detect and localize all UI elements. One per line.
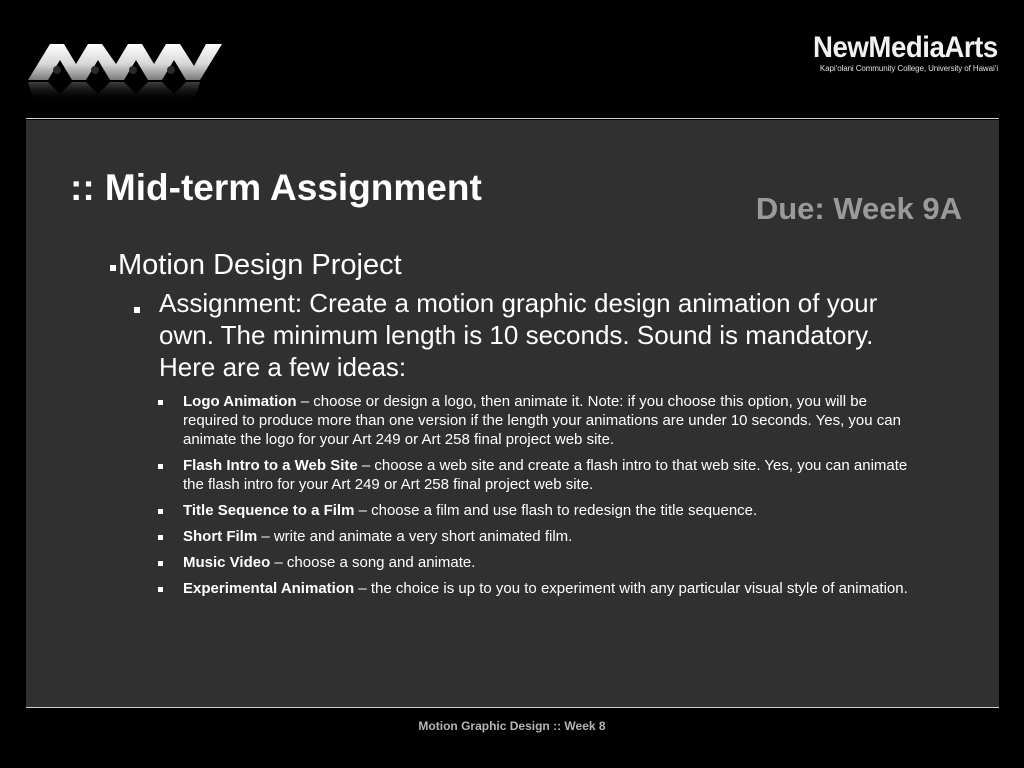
idea-desc: – choose a web site and create a flash intro to that web site. Yes, you can animate the flash intro for your Art 249 or Art 258 final project web site.: [183, 457, 908, 493]
idea-name: Experimental Animation: [183, 580, 355, 597]
bullet-square-icon: [158, 535, 163, 540]
slide-footer: Motion Graphic Design :: Week 8: [418, 719, 606, 733]
idea-desc: – choose a film and use flash to redesign the title sequence.: [354, 502, 758, 519]
brand-name: NewMediaArts: [813, 31, 998, 64]
idea-item: [158, 392, 923, 449]
idea-name: Flash Intro to a Web Site: [183, 457, 358, 474]
top-divider: [26, 118, 999, 119]
idea-name: Music Video: [183, 554, 271, 571]
bullet-motion-design-project: [110, 247, 402, 283]
idea-item: [158, 527, 923, 546]
due-date: Due: Week 9A: [755, 191, 962, 226]
assignment-bullet: [134, 287, 894, 383]
nma-wave-logo-icon: [24, 36, 228, 104]
idea-desc: – choose or design a logo, then animate it. Note: if you choose this option, you will be required to produce more than one version if the length your animations are under 10 seconds. Yes, you can animate the logo for your Art 249 or Art 258 final project web site.: [183, 393, 901, 448]
bullet-square-icon: [158, 400, 163, 405]
idea-desc: – the choice is up to you to experiment with any particular visual style of animation.: [354, 580, 908, 597]
brand-subtitle: Kapi‘olani Community College, University of Hawai‘i: [819, 64, 998, 73]
bottom-divider: [26, 707, 999, 708]
idea-name: Logo Animation: [183, 393, 297, 410]
idea-item: [158, 553, 923, 572]
idea-desc: – choose a song and animate.: [270, 554, 476, 571]
bullet-label: Motion Design Project: [118, 249, 402, 281]
assignment-text: Assignment: Create a motion graphic design animation of your own. The minimum length is 10 seconds. Sound is mandatory. Here are a few ideas:: [159, 288, 878, 382]
bullet-square-icon: [110, 265, 116, 271]
idea-item: [158, 579, 923, 598]
bullet-square-icon: [134, 307, 140, 313]
idea-name: Title Sequence to a Film: [183, 502, 355, 519]
bullet-square-icon: [158, 509, 163, 514]
idea-item: [158, 501, 923, 520]
bullet-square-icon: [158, 561, 163, 566]
idea-item: [158, 456, 923, 494]
bullet-square-icon: [158, 464, 163, 469]
slide-title: :: Mid-term Assignment: [70, 167, 482, 208]
idea-desc: – write and animate a very short animated film.: [257, 528, 573, 545]
idea-name: Short Film: [183, 528, 258, 545]
brand-block: [797, 33, 998, 74]
bullet-square-icon: [158, 587, 163, 592]
ideas-list: [158, 392, 923, 605]
